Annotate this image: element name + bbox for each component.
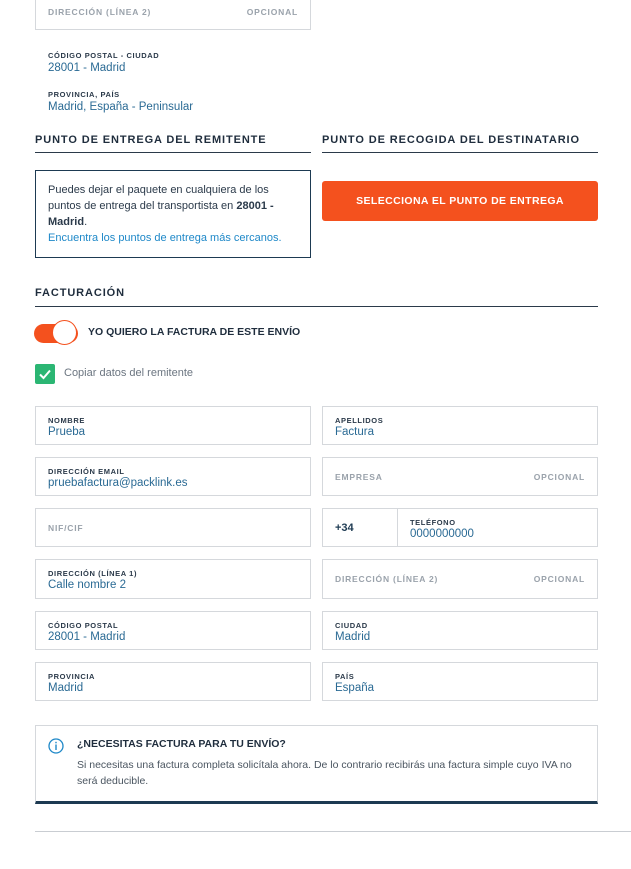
sender-postal-value: 28001 - Madrid [48, 62, 126, 74]
billing-postal-label: CÓDIGO POSTAL [48, 621, 119, 630]
invoice-toggle[interactable] [34, 320, 80, 347]
sender-postal-label: CÓDIGO POSTAL - CIUDAD [48, 51, 160, 60]
billing-name-field[interactable] [35, 406, 311, 445]
billing-postal-value: 28001 - Madrid [48, 631, 126, 643]
copy-sender-label: Copiar datos del remitente [64, 367, 194, 379]
billing-nif-placeholder: NIF/CIF [48, 522, 84, 533]
billing-title: FACTURACIÓN [35, 287, 125, 299]
sender-province-value: Madrid, España - Peninsular [48, 101, 194, 113]
billing-address1-label: DIRECCIÓN (LÍNEA 1) [48, 569, 138, 578]
invoice-toggle-label: YO QUIERO LA FACTURA DE ESTE ENVÍO [88, 326, 301, 338]
nearest-dropoff-link[interactable]: Encuentra los puntos de entrega más cercanos. [48, 232, 282, 244]
info-box-title: ¿NECESITAS FACTURA PARA TU ENVÍO? [77, 738, 286, 750]
sender-dropoff-title: PUNTO DE ENTREGA DEL REMITENTE [35, 134, 267, 146]
billing-phone-value: 0000000000 [410, 528, 474, 540]
billing-email-value: pruebafactura@packlink.es [48, 477, 188, 489]
sender-dropoff-divider [35, 152, 311, 153]
billing-address2-field[interactable] [322, 559, 598, 599]
billing-email-label: DIRECCIÓN EMAIL [48, 467, 125, 476]
dropoff-text-end: . [84, 216, 88, 228]
address-line2-optional: OPCIONAL [246, 7, 298, 17]
billing-surname-value: Factura [335, 426, 374, 438]
billing-phone-prefix[interactable] [322, 508, 398, 547]
info-box-text: Si necesitas una factura completa solicítala ahora. De lo contrario recibirás una factura simple cuyo IVA no será deducible. [77, 759, 572, 787]
billing-province-label: PROVINCIA [48, 672, 96, 681]
billing-name-label: NOMBRE [48, 416, 85, 425]
copy-sender-checkbox[interactable] [35, 364, 55, 384]
billing-city-value: Madrid [335, 631, 371, 643]
sender-province-label: PROVINCIA, PAÍS [48, 90, 120, 99]
check-icon [35, 364, 55, 384]
sender-dropoff-box [35, 170, 311, 258]
billing-country-field[interactable] [322, 662, 598, 701]
billing-company-placeholder: EMPRESA [335, 471, 383, 482]
dropoff-text-start: Puedes dejar el paquete en cualquiera de los puntos de entrega del transportista en [48, 184, 269, 212]
recipient-pickup-divider [322, 152, 598, 153]
billing-postal-field[interactable] [35, 611, 311, 650]
phone-prefix-value: +34 [335, 521, 354, 534]
invoice-toggle-knob [52, 320, 77, 345]
billing-country-value: España [335, 682, 375, 694]
billing-surname-label: APELLIDOS [335, 416, 384, 425]
dropoff-postal-bold: 28001 - Madrid [48, 200, 274, 228]
billing-address1-field[interactable] [35, 559, 311, 599]
billing-company-optional: OPCIONAL [533, 471, 585, 482]
sender-address-line2-field[interactable] [35, 0, 311, 30]
billing-surname-field[interactable] [322, 406, 598, 445]
billing-name-value: Prueba [48, 426, 86, 438]
billing-address2-optional: OPCIONAL [533, 574, 585, 584]
billing-divider [35, 306, 598, 307]
billing-city-field[interactable] [322, 611, 598, 650]
billing-phone-field[interactable] [397, 508, 598, 547]
billing-address2-placeholder: DIRECCIÓN (LÍNEA 2) [335, 574, 439, 584]
billing-company-field[interactable] [322, 457, 598, 496]
address-line2-placeholder: DIRECCIÓN (LÍNEA 2) [48, 7, 152, 17]
billing-province-value: Madrid [48, 682, 84, 694]
footer-divider [35, 831, 631, 832]
sender-dropoff-text [48, 182, 298, 230]
billing-address1-value: Calle nombre 2 [48, 579, 126, 591]
info-icon [48, 738, 64, 754]
billing-city-label: CIUDAD [335, 621, 368, 630]
select-dropoff-button[interactable] [322, 181, 598, 221]
billing-email-field[interactable] [35, 457, 311, 496]
recipient-pickup-title: PUNTO DE RECOGIDA DEL DESTINATARIO [322, 134, 580, 146]
billing-nif-field[interactable] [35, 508, 311, 547]
invoice-info-box [35, 725, 598, 804]
select-dropoff-button-label: SELECCIONA EL PUNTO DE ENTREGA [356, 195, 564, 207]
billing-province-field[interactable] [35, 662, 311, 701]
billing-phone-label: TELÉFONO [410, 518, 456, 527]
billing-country-label: PAÍS [335, 672, 355, 681]
